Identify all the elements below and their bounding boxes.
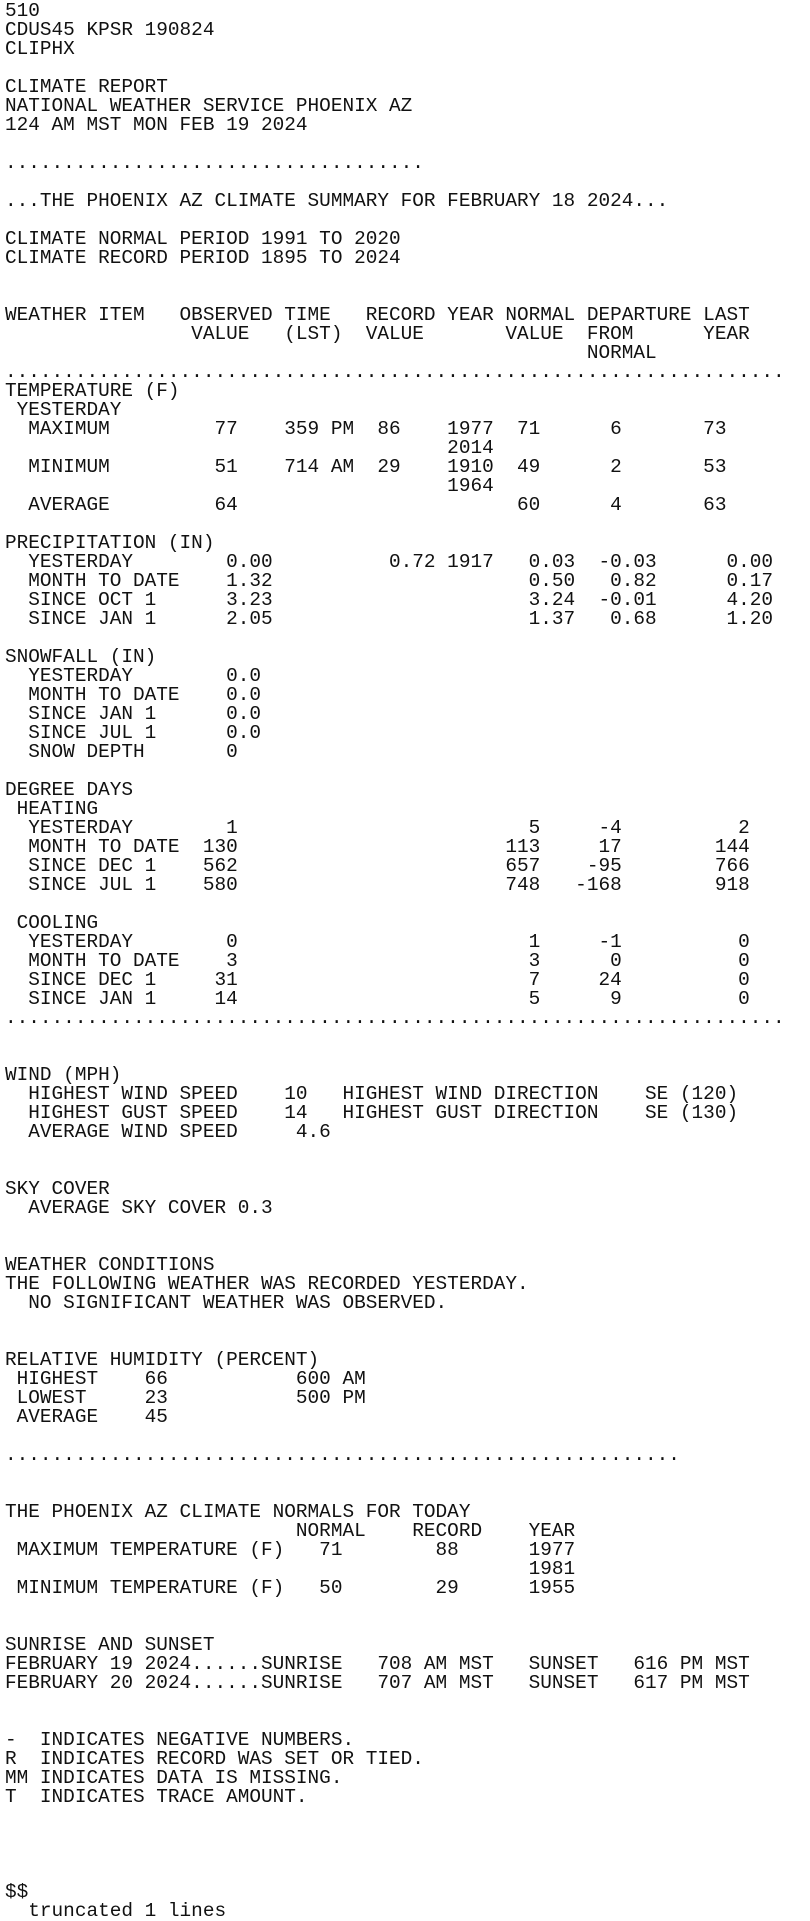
report-line: MAXIMUM 77 359 PM 86 1977 71 6 73 (5, 418, 727, 440)
report-line: MM INDICATES DATA IS MISSING. (5, 1767, 343, 1789)
report-line: truncated 1 lines (5, 1900, 227, 1921)
report-line (5, 1313, 810, 1332)
report-line: NORMAL (5, 342, 657, 364)
report-line: RELATIVE HUMIDITY (PERCENT) (5, 1349, 320, 1371)
report-line: THE FOLLOWING WEATHER WAS RECORDED YESTERDAY. (5, 1273, 529, 1295)
report-line: SINCE DEC 1 31 7 24 0 (5, 969, 750, 991)
report-line: HIGHEST 66 600 AM (5, 1368, 366, 1390)
report-line: CLIMATE RECORD PERIOD 1895 TO 2024 (5, 247, 401, 269)
report-line: 510 (5, 0, 40, 22)
report-line: MONTH TO DATE 130 113 17 144 (5, 836, 750, 858)
report-line: 1964 (5, 475, 494, 497)
report-line: SINCE JAN 1 2.05 1.37 0.68 1.20 (5, 608, 773, 630)
report-line: 1981 (5, 1558, 576, 1580)
report-line: AVERAGE WIND SPEED 4.6 (5, 1121, 331, 1143)
report-line: SNOWFALL (IN) (5, 646, 157, 668)
report-line: TEMPERATURE (F) (5, 380, 180, 402)
report-line: THE PHOENIX AZ CLIMATE NORMALS FOR TODAY (5, 1501, 471, 1523)
report-line: AVERAGE 64 60 4 63 (5, 494, 727, 516)
report-line: WEATHER ITEM OBSERVED TIME RECORD YEAR NORMAL DEPARTURE LAST (5, 304, 750, 326)
report-line: AVERAGE SKY COVER 0.3 (5, 1197, 273, 1219)
report-line: NATIONAL WEATHER SERVICE PHOENIX AZ (5, 95, 413, 117)
report-line: FEBRUARY 20 2024......SUNRISE 707 AM MST SUNSET 617 PM MST (5, 1672, 750, 1694)
report-line: SINCE OCT 1 3.23 3.24 -0.01 4.20 (5, 589, 773, 611)
report-line (5, 1693, 810, 1712)
report-line: NORMAL RECORD YEAR (5, 1520, 576, 1542)
report-line: YESTERDAY 0 1 -1 0 (5, 931, 750, 953)
report-line: HEATING (5, 798, 99, 820)
report-line (5, 1826, 810, 1845)
report-line (5, 1142, 810, 1161)
report-line: MINIMUM TEMPERATURE (F) 50 29 1955 (5, 1577, 576, 1599)
report-line: SINCE JUL 1 580 748 -168 918 (5, 874, 750, 896)
report-line: CLIMATE REPORT (5, 76, 168, 98)
report-line: FEBRUARY 19 2024......SUNRISE 708 AM MST SUNSET 616 PM MST (5, 1653, 750, 1675)
report-line: MONTH TO DATE 3 3 0 0 (5, 950, 750, 972)
report-line: SINCE DEC 1 562 657 -95 766 (5, 855, 750, 877)
report-line: 2014 (5, 437, 494, 459)
report-line: NO SIGNIFICANT WEATHER WAS OBSERVED. (5, 1292, 448, 1314)
report-line (5, 1161, 810, 1180)
report-line: SINCE JAN 1 0.0 (5, 703, 261, 725)
report-line: YESTERDAY 0.00 0.72 1917 0.03 -0.03 0.00 (5, 551, 773, 573)
report-line: 124 AM MST MON FEB 19 2024 (5, 114, 308, 136)
report-line: COOLING (5, 912, 99, 934)
report-line (5, 1598, 810, 1617)
report-line: HIGHEST GUST SPEED 14 HIGHEST GUST DIRECTION SE (130) (5, 1102, 739, 1124)
report-line: PRECIPITATION (IN) (5, 532, 215, 554)
report-line: T INDICATES TRACE AMOUNT. (5, 1786, 308, 1808)
report-line (5, 1028, 810, 1047)
report-line: SINCE JUL 1 0.0 (5, 722, 261, 744)
report-line: SNOW DEPTH 0 (5, 741, 238, 763)
report-line: SUNRISE AND SUNSET (5, 1634, 215, 1656)
report-line (5, 1218, 810, 1237)
report-line: ...THE PHOENIX AZ CLIMATE SUMMARY FOR FEBRUARY 18 2024... (5, 190, 669, 212)
report-line: LOWEST 23 500 PM (5, 1387, 366, 1409)
report-line (5, 1047, 810, 1066)
report-line: YESTERDAY 1 5 -4 2 (5, 817, 750, 839)
report-line (5, 1864, 810, 1883)
report-line (5, 1807, 810, 1826)
report-line: AVERAGE 45 (5, 1406, 168, 1428)
report-line (5, 895, 810, 914)
report-line (5, 268, 810, 287)
report-line: R INDICATES RECORD WAS SET OR TIED. (5, 1748, 424, 1770)
report-line: WIND (MPH) (5, 1064, 122, 1086)
report-line: HIGHEST WIND SPEED 10 HIGHEST WIND DIRECTION SE (120) (5, 1083, 739, 1105)
report-line: CLIPHX (5, 38, 75, 60)
report-line: VALUE (LST) VALUE VALUE FROM YEAR (5, 323, 750, 345)
report-line: CLIMATE NORMAL PERIOD 1991 TO 2020 (5, 228, 401, 250)
report-line: MONTH TO DATE 1.32 0.50 0.82 0.17 (5, 570, 773, 592)
report-line: MAXIMUM TEMPERATURE (F) 71 88 1977 (5, 1539, 576, 1561)
report-line: - INDICATES NEGATIVE NUMBERS. (5, 1729, 355, 1751)
report-line: SKY COVER (5, 1178, 110, 1200)
report-line: YESTERDAY (5, 399, 122, 421)
report-line: SINCE JAN 1 14 5 9 0 (5, 988, 750, 1010)
report-line: ................................................................... (5, 361, 785, 383)
report-line: $$ (5, 1881, 29, 1903)
report-line (5, 1845, 810, 1864)
report-line: ................................................................... (5, 1007, 785, 1029)
report-line: MINIMUM 51 714 AM 29 1910 49 2 53 (5, 456, 727, 478)
report-line: .................................... (5, 152, 424, 174)
report-line: CDUS45 KPSR 190824 (5, 19, 215, 41)
report-line: .......................................................... (5, 1444, 680, 1466)
report-line: MONTH TO DATE 0.0 (5, 684, 261, 706)
report-line: DEGREE DAYS (5, 779, 133, 801)
report-line: YESTERDAY 0.0 (5, 665, 261, 687)
report-line: WEATHER CONDITIONS (5, 1254, 215, 1276)
report-line (5, 1465, 810, 1484)
